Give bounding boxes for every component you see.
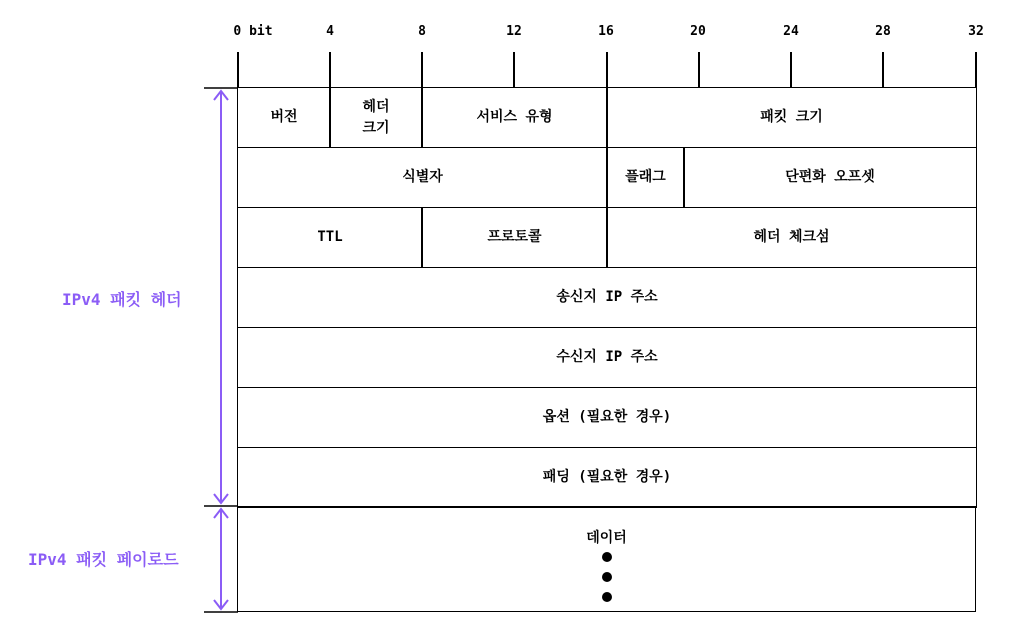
field-fragment-offset: 단편화 오프셋 [683, 147, 977, 208]
bit-label-24: 24 [783, 24, 799, 39]
header-side-label: IPv4 패킷 헤더 [62, 290, 182, 309]
payload-label: 데이터 [586, 530, 627, 546]
field-protocol: 프로토콜 [421, 207, 608, 268]
ellipsis-dot-icon [602, 552, 612, 562]
field-header-checksum: 헤더 체크섬 [606, 207, 977, 268]
field-flags: 플래그 [606, 147, 685, 208]
payload-side-label: IPv4 패킷 페이로드 [28, 550, 179, 569]
bracket-arrows [0, 0, 260, 623]
payload-block [237, 506, 976, 612]
ellipsis-dot-icon [602, 592, 612, 602]
bit-label-12: 12 [506, 24, 522, 39]
ruler-tick [790, 52, 792, 88]
bit-label-28: 28 [875, 24, 891, 39]
bit-label-20: 20 [690, 24, 706, 39]
field-options: 옵션 (필요한 경우) [237, 387, 977, 448]
ruler-tick [329, 52, 331, 88]
field-source-ip: 송신지 IP 주소 [237, 267, 977, 328]
field-header-length: 헤더 크기 [329, 87, 423, 148]
ruler-tick [421, 52, 423, 88]
field-identification: 식별자 [237, 147, 608, 208]
ruler-tick [513, 52, 515, 88]
bit-label-4: 4 [326, 24, 334, 39]
field-ttl: TTL [237, 207, 423, 268]
field-padding: 패딩 (필요한 경우) [237, 447, 977, 508]
ruler-tick [882, 52, 884, 88]
bit-label-16: 16 [598, 24, 614, 39]
ellipsis-dot-icon [602, 572, 612, 582]
ruler-tick [606, 52, 608, 88]
ruler-tick [975, 52, 977, 88]
payload-span-arrow-icon [214, 509, 228, 609]
bit-label-32: 32 [968, 24, 984, 39]
bit-label-0: 0 bit [233, 24, 273, 39]
field-dest-ip: 수신지 IP 주소 [237, 327, 977, 388]
bit-label-8: 8 [418, 24, 426, 39]
field-service-type: 서비스 유형 [421, 87, 608, 148]
ruler-tick [698, 52, 700, 88]
field-total-length: 패킷 크기 [606, 87, 977, 148]
field-version: 버전 [237, 87, 331, 148]
header-span-arrow-icon [214, 91, 228, 503]
